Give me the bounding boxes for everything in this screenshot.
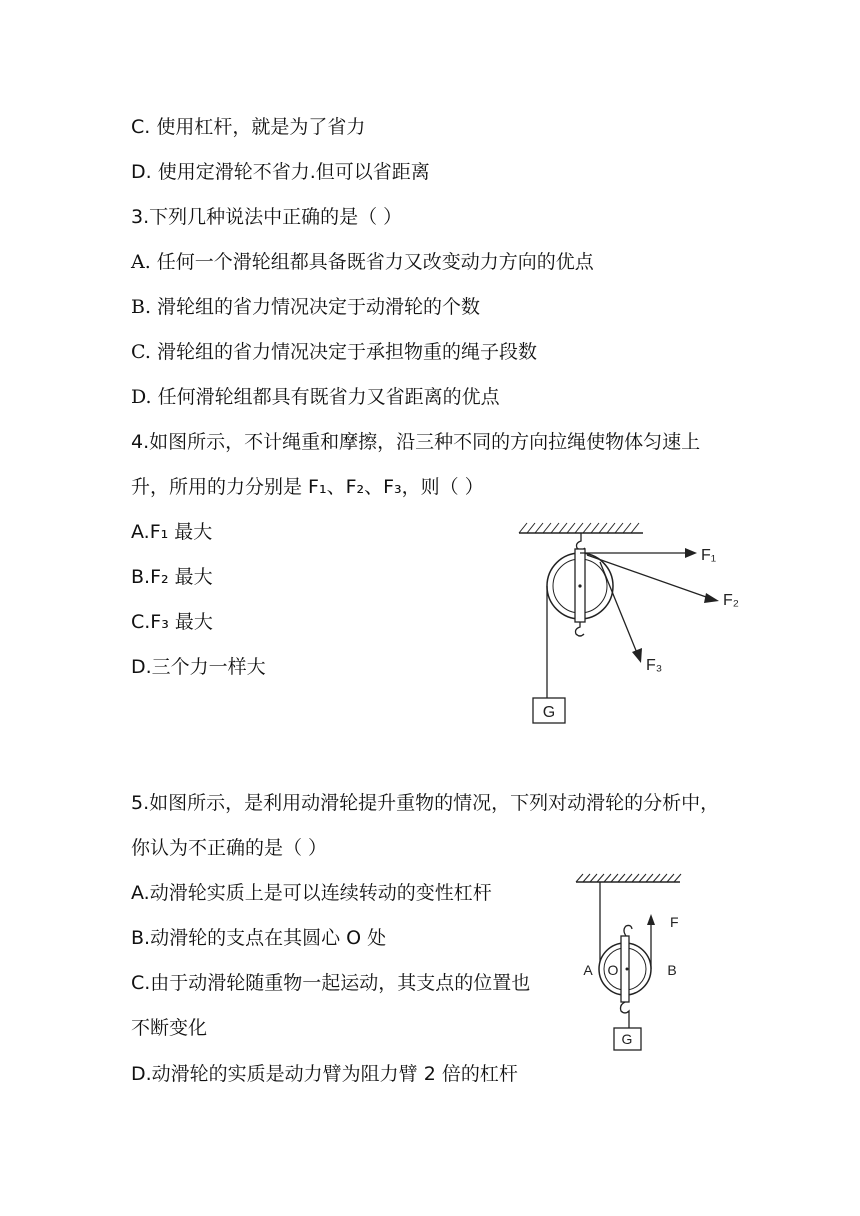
q5-stem-line2: 你认为不正确的是（ ） bbox=[131, 837, 328, 859]
weight-label: G bbox=[621, 1031, 633, 1047]
q4-option-d: D.三个力一样大 bbox=[131, 656, 266, 678]
q3-option-c: C. 滑轮组的省力情况决定于承担物重的绳子段数 bbox=[131, 341, 537, 363]
bottom-hook bbox=[621, 1002, 630, 1028]
q5-option-c-line2: 不断变化 bbox=[131, 1017, 208, 1039]
ceiling-hatch bbox=[576, 874, 681, 882]
top-hook bbox=[624, 925, 632, 936]
q5-stem-line1: 5.如图所示，是利用动滑轮提升重物的情况，下列对动滑轮的分析中， bbox=[131, 792, 720, 814]
q4-stem-line2: 升，所用的力分别是 F₁、F₂、F₃，则（ ） bbox=[131, 476, 484, 498]
top-hook bbox=[577, 533, 586, 550]
q5-option-d: D.动滑轮的实质是动力臂为阻力臂 2 倍的杠杆 bbox=[131, 1063, 518, 1085]
q2-option-c: C. 使用杠杆，就是为了省力 bbox=[131, 116, 366, 138]
q5-option-b: B.动滑轮的支点在其圆心 O 处 bbox=[131, 927, 387, 949]
bottom-hook bbox=[576, 622, 585, 636]
force-f-arrowhead bbox=[647, 914, 655, 925]
point-label-a: A bbox=[583, 962, 593, 978]
force-f3-label: F₃ bbox=[646, 657, 663, 674]
force-f3-arrowhead bbox=[632, 648, 642, 663]
pulley-axle bbox=[578, 584, 581, 587]
q2-option-d: D. 使用定滑轮不省力.但可以省距离 bbox=[131, 161, 430, 183]
force-f2-arrowhead bbox=[704, 593, 719, 603]
q4-option-a: A.F₁ 最大 bbox=[131, 521, 213, 543]
force-f-label: F bbox=[670, 914, 679, 930]
q5-pulley-figure bbox=[570, 868, 690, 1058]
q3-option-d: D. 任何滑轮组都具有既省力又省距离的优点 bbox=[131, 386, 500, 408]
q3-option-a: A. 任何一个滑轮组都具备既省力又改变动力方向的优点 bbox=[131, 251, 594, 273]
q4-option-c: C.F₃ 最大 bbox=[131, 611, 213, 633]
force-f1-arrowhead bbox=[685, 548, 697, 558]
q4-stem-line1: 4.如图所示，不计绳重和摩擦，沿三种不同的方向拉绳使物体匀速上 bbox=[131, 431, 701, 453]
point-label-b: B bbox=[667, 962, 677, 978]
weight-label: G bbox=[542, 704, 556, 721]
pulley-axle bbox=[626, 968, 629, 971]
q4-pulley-figure bbox=[505, 515, 755, 730]
q5-option-c-line1: C.由于动滑轮随重物一起运动，其支点的位置也 bbox=[131, 972, 531, 994]
q3-stem: 3.下列几种说法中正确的是（ ） bbox=[131, 206, 403, 228]
q3-option-b: B. 滑轮组的省力情况决定于动滑轮的个数 bbox=[131, 296, 481, 318]
q4-option-b: B.F₂ 最大 bbox=[131, 566, 213, 588]
force-f1-label: F₁ bbox=[701, 547, 717, 564]
q5-option-a: A.动滑轮实质上是可以连续转动的变性杠杆 bbox=[131, 882, 492, 904]
center-label-o: O bbox=[607, 962, 619, 978]
force-f2-label: F₂ bbox=[723, 592, 739, 609]
ceiling-hatch bbox=[519, 523, 639, 533]
